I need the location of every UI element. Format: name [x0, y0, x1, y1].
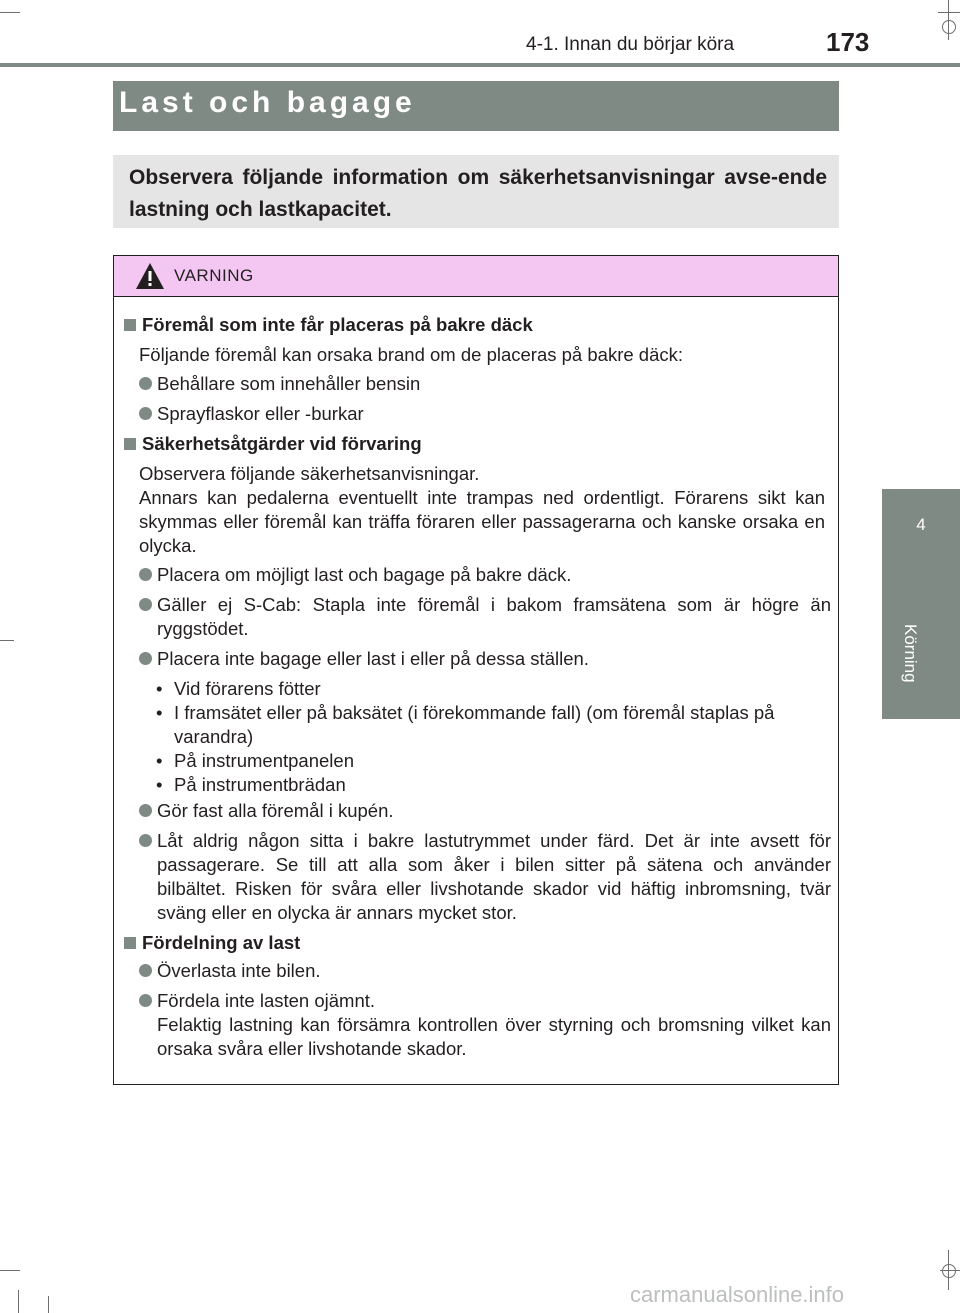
crop-mark	[0, 640, 14, 641]
page-title: Last och bagage	[119, 86, 416, 119]
round-bullet-icon	[139, 804, 152, 817]
warning-header	[114, 256, 838, 297]
round-bullet-icon	[139, 964, 152, 977]
dot-bullet-icon: •	[156, 702, 163, 723]
section-text: Observera följande säkerhetsanvisningar. Annars kan pedalerna eventuellt inte trampas ned ordentligt. Förarens sikt kan skymmas eller föremål kan träffa föraren eller passagerarna och kanske orsaka en olycka.	[139, 463, 825, 556]
round-bullet-icon	[139, 407, 152, 420]
crop-mark	[942, 20, 956, 34]
watermark: carmanualsonline.info	[630, 1282, 845, 1307]
dot-bullet-icon: •	[156, 750, 163, 771]
round-bullet-icon	[139, 994, 152, 1007]
section-title-text: Säkerhetsåtgärder vid förvaring	[142, 433, 422, 454]
round-bullet-icon	[139, 598, 152, 611]
crop-mark	[942, 1264, 956, 1278]
crop-mark	[938, 12, 960, 13]
list-item-text: Behållare som innehåller bensin	[157, 373, 421, 394]
square-bullet-icon	[124, 438, 136, 450]
warning-box	[113, 255, 839, 1085]
sub-item-text: I framsätet eller på baksätet (i förekommande fall) (om föremål staplas på varandra)	[174, 702, 775, 747]
list-item-text: Fördela inte lasten ojämnt. Felaktig lastning kan försämra kontrollen över styrning och bromsning vilket kan orsaka svåra eller livshotande skador.	[157, 990, 831, 1059]
list-item-text: Placera om möjligt last och bagage på bakre däck.	[157, 564, 572, 585]
round-bullet-icon	[139, 377, 152, 390]
list-item-text: Placera inte bagage eller last i eller på dessa ställen.	[157, 648, 589, 669]
list-item-text: Gäller ej S-Cab: Stapla inte föremål i bakom framsätena som är högre än ryggstödet.	[157, 594, 831, 639]
warning-triangle-icon	[135, 261, 165, 291]
chapter-label: Körning	[901, 624, 920, 683]
section-title	[124, 313, 533, 337]
section-text: Följande föremål kan orsaka brand om de placeras på bakre däck:	[139, 344, 683, 365]
list-item-text: Överlasta inte bilen.	[157, 960, 321, 981]
round-bullet-icon	[139, 834, 152, 847]
section-title	[124, 432, 422, 456]
sub-item-text: På instrumentbrädan	[174, 774, 346, 795]
list-item-text: Sprayflaskor eller -burkar	[157, 403, 364, 424]
chapter-tab	[882, 489, 960, 719]
warning-label: VARNING	[174, 266, 254, 285]
intro-text: Observera följande information om säkerhetsanvisningar avse-ende lastning och lastkapacitet.	[129, 166, 827, 221]
sub-item-text: På instrumentpanelen	[174, 750, 354, 771]
square-bullet-icon	[124, 319, 136, 331]
section-title	[124, 931, 300, 955]
square-bullet-icon	[124, 937, 136, 949]
section-title-text: Fördelning av last	[142, 932, 301, 953]
chapter-number: 4	[916, 515, 926, 534]
list-item-text: Gör fast alla föremål i kupén.	[157, 800, 394, 821]
section-title-text: Föremål som inte får placeras på bakre däck	[142, 314, 533, 335]
header-rule	[0, 63, 960, 67]
round-bullet-icon	[139, 652, 152, 665]
round-bullet-icon	[139, 568, 152, 581]
dot-bullet-icon: •	[156, 678, 163, 699]
page-number: 173	[826, 27, 870, 57]
sub-item-text: Vid förarens fötter	[174, 678, 321, 699]
crop-mark	[0, 12, 20, 13]
list-item-text: Låt aldrig någon sitta i bakre lastutrymmet under färd. Det är inte avsett för passagerare. Se till att alla som åker i bilen sitter på sätena och använder bilbältet. Risken för svåra eller livshotande skador vid häftig inbromsning, tvär sväng eller en olycka är annars mycket stor.	[157, 830, 831, 923]
crop-mark	[48, 1296, 49, 1313]
dot-bullet-icon: •	[156, 774, 163, 795]
crop-mark	[18, 1290, 19, 1313]
crop-mark	[0, 1270, 20, 1271]
header-section: 4-1. Innan du börjar köra	[526, 34, 735, 55]
